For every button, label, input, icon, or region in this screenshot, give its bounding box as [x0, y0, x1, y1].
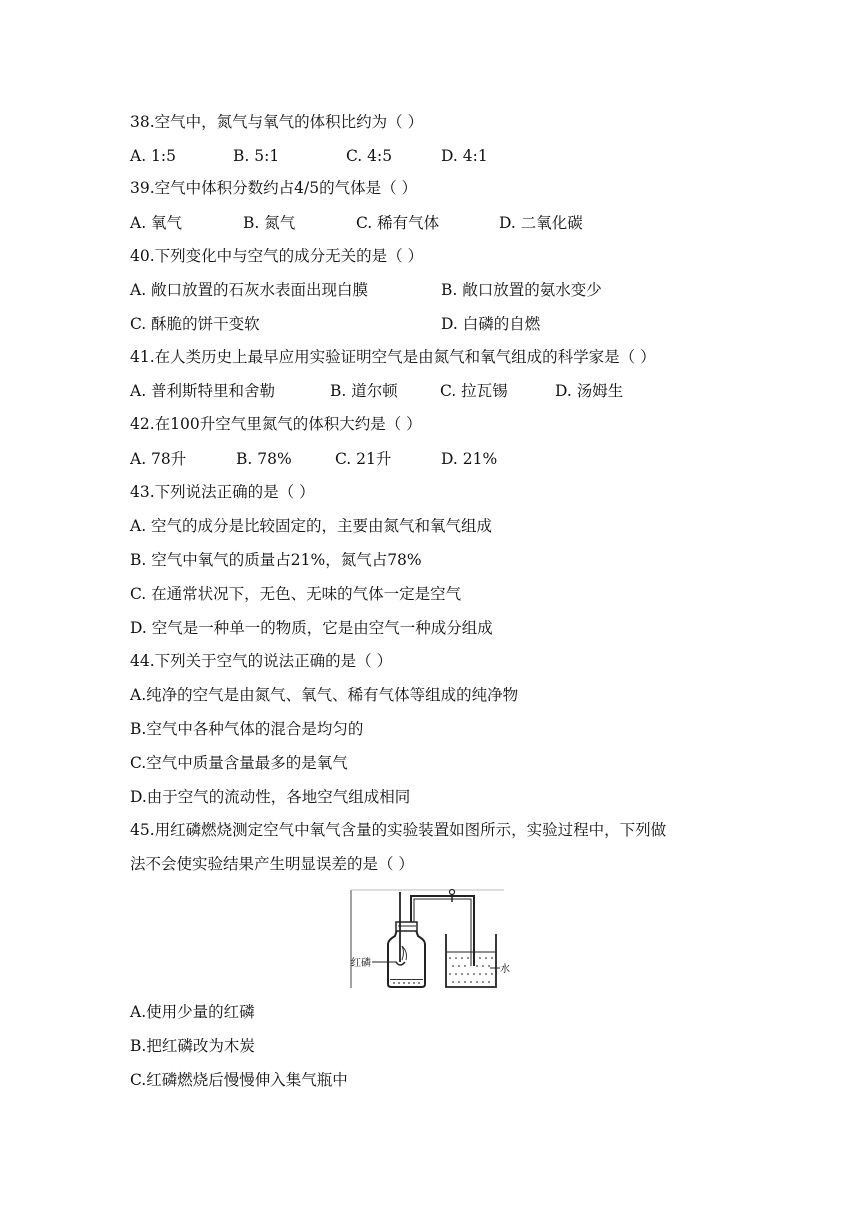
- question-44-stem: 44.下列关于空气的说法正确的是（ ）: [130, 652, 393, 670]
- q41-option-a: A. 普利斯特里和舍勒: [130, 382, 276, 400]
- q43-option-d: D. 空气是一种单一的物质，它是由空气一种成分组成: [130, 619, 493, 637]
- apparatus-diagram: [350, 886, 510, 990]
- q42-option-c: C. 21升: [335, 450, 392, 468]
- q40-option-a: A. 敞口放置的石灰水表面出现白膜: [130, 281, 369, 299]
- experiment-apparatus-figure: [350, 886, 510, 990]
- q44-option-a: A.纯净的空气是由氮气、氧气、稀有气体等组成的纯净物: [130, 686, 519, 704]
- label-red-phosphorus: 红磷: [351, 958, 371, 969]
- question-43-stem: 43.下列说法正确的是（ ）: [130, 483, 315, 501]
- q41-option-d: D. 汤姆生: [555, 382, 624, 400]
- q44-option-b: B.空气中各种气体的混合是均匀的: [130, 720, 364, 738]
- q41-option-c: C. 拉瓦锡: [440, 382, 508, 400]
- question-41-stem: 41.在人类历史上最早应用实验证明空气是由氮气和氧气组成的科学家是（ ）: [130, 348, 656, 366]
- q38-option-d: D. 4:1: [441, 147, 488, 165]
- q45-option-a: A.使用少量的红磷: [130, 1003, 255, 1021]
- question-40-stem: 40.下列变化中与空气的成分无关的是（ ）: [130, 247, 424, 265]
- q39-option-c: C. 稀有气体: [356, 214, 440, 232]
- q43-option-b: B. 空气中氧气的质量占21%，氮气占78%: [130, 551, 422, 569]
- question-38-stem: 38.空气中，氮气与氧气的体积比约为（ ）: [130, 113, 424, 131]
- q42-option-a: A. 78升: [130, 450, 187, 468]
- q44-option-d: D.由于空气的流动性，各地空气组成相同: [130, 788, 411, 806]
- q43-option-c: C. 在通常状况下，无色、无味的气体一定是空气: [130, 585, 462, 603]
- q39-option-d: D. 二氧化碳: [499, 214, 583, 232]
- q41-option-b: B. 道尔顿: [330, 382, 398, 400]
- question-45-stem-line1: 45.用红磷燃烧测定空气中氧气含量的实验装置如图所示，实验过程中，下列做: [130, 821, 667, 839]
- q39-option-b: B. 氮气: [243, 214, 296, 232]
- label-water: 水: [500, 964, 510, 975]
- question-39-stem: 39.空气中体积分数约占4/5的气体是（ ）: [130, 179, 418, 197]
- q38-option-b: B. 5:1: [233, 147, 280, 165]
- q44-option-c: C.空气中质量含量最多的是氧气: [130, 754, 348, 772]
- q38-option-c: C. 4:5: [346, 147, 393, 165]
- question-42-stem: 42.在100升空气里氮气的体积大约是（ ）: [130, 415, 422, 433]
- q45-option-b: B.把红磷改为木炭: [130, 1037, 255, 1055]
- q42-option-d: D. 21%: [441, 450, 498, 468]
- q40-option-b: B. 敞口放置的氨水变少: [441, 281, 602, 299]
- q45-option-c: C.红磷燃烧后慢慢伸入集气瓶中: [130, 1071, 348, 1089]
- q39-option-a: A. 氧气: [130, 214, 183, 232]
- q40-option-c: C. 酥脆的饼干变软: [130, 315, 260, 333]
- question-45-stem-line2: 法不会使实验结果产生明显误差的是（ ）: [130, 855, 414, 873]
- q38-option-a: A. 1:5: [130, 147, 176, 165]
- clamp-icon: [450, 890, 455, 895]
- q40-option-d: D. 白磷的自燃: [441, 315, 541, 333]
- q43-option-a: A. 空气的成分是比较固定的，主要由氮气和氧气组成: [130, 517, 493, 535]
- q42-option-b: B. 78%: [236, 450, 292, 468]
